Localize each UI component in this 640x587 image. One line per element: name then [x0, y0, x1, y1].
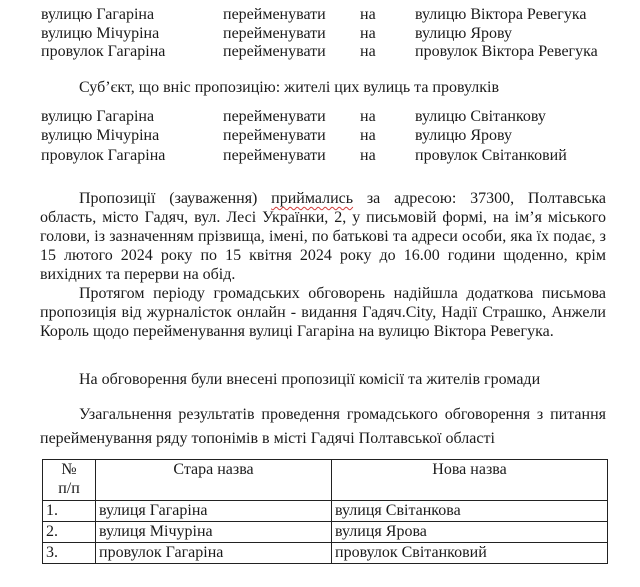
rename-action: перейменувати	[223, 25, 326, 42]
old-street-name: провулок Гагаріна	[41, 43, 166, 60]
rename-row	[0, 24, 640, 43]
rename-action: перейменувати	[223, 108, 326, 125]
address-text-start: Пропозиції (зауваження)	[79, 190, 272, 207]
new-street-name: вулицю Віктора Ревегука	[415, 6, 587, 23]
row-old-name: провулок Гагаріна	[96, 543, 332, 564]
preposition: на	[360, 43, 376, 60]
rename-action: перейменувати	[223, 127, 326, 144]
row-old-name: вулиця Мічуріна	[96, 522, 332, 543]
row-new-name: вулиця Ярова	[332, 522, 608, 543]
summary-table	[42, 459, 608, 564]
table-row	[43, 543, 608, 564]
new-street-name: вулицю Світанкову	[415, 108, 546, 125]
rename-row	[0, 107, 640, 126]
row-old-name: вулиця Гагаріна	[96, 501, 332, 522]
additional-proposal-paragraph: Протягом періоду громадських обговорень надійшла додаткова письмова пропозиція від журналісток онлайн - видання Гадяч.City, Надії Страшко, Анжели Король щодо перейменування вулиці Гагаріна на вулицю Віктора Ревегука.	[40, 285, 606, 340]
rename-row	[0, 42, 640, 61]
rename-action: перейменувати	[223, 147, 326, 164]
new-street-name: провулок Віктора Ревегука	[415, 43, 598, 60]
row-number: 3.	[43, 543, 96, 564]
old-street-name: провулок Гагаріна	[41, 147, 166, 164]
new-street-name: вулицю Ярову	[415, 25, 513, 42]
header-number-abbrev: п/п	[58, 480, 80, 497]
header-old-name: Стара назва	[96, 460, 332, 501]
old-street-name: вулицю Гагаріна	[41, 108, 155, 125]
preposition: на	[360, 127, 376, 144]
rename-action: перейменувати	[223, 43, 326, 60]
submitted-paragraph: На обговорення були внесені пропозиції комісії та жителів громади	[79, 371, 541, 388]
new-street-name: вулицю Ярову	[415, 127, 513, 144]
old-street-name: вулицю Гагаріна	[41, 6, 155, 23]
address-text-rest: за адресою: 37300, Полтавська область, місто Гадяч, вул. Лесі Українки, 2, у письмовій формі, на ім’я міського голови, із зазначенням прізвища, імені, по батькові та адреси особи, яка їх подає, з 15 лютого 2024 року по 15 квітня 2024 року до 16.00 години щоденно, крім вихідних та перерви на обід.	[40, 190, 606, 283]
summary-intro-paragraph: Узагальнення результатів проведення громадського обговорення з питання перейменування ряду топонімів в місті Гадячі Полтавської області	[40, 406, 606, 447]
old-street-name: вулицю Мічуріна	[41, 25, 160, 42]
spellcheck-flagged-word[interactable]: приймались	[271, 190, 354, 207]
table-row	[43, 501, 608, 522]
preposition: на	[360, 6, 376, 23]
preposition: на	[360, 108, 376, 125]
header-number-sign: №	[61, 461, 77, 478]
address-paragraph	[40, 189, 606, 284]
row-number: 1.	[43, 501, 96, 522]
new-street-name: провулок Світанковий	[415, 147, 567, 164]
table-row	[43, 522, 608, 543]
row-new-name: провулок Світанковий	[332, 543, 608, 564]
rename-row	[0, 5, 640, 24]
preposition: на	[360, 25, 376, 42]
table-header-row	[43, 460, 608, 501]
header-new-name: Нова назва	[332, 460, 608, 501]
old-street-name: вулицю Мічуріна	[41, 127, 160, 144]
row-number: 2.	[43, 522, 96, 543]
subject-line: Суб’єкт, що вніс пропозицію: жителі цих вулиць та провулків	[79, 79, 500, 96]
rename-row	[0, 126, 640, 145]
rename-row	[0, 146, 640, 165]
preposition: на	[360, 147, 376, 164]
row-new-name: вулиця Світанкова	[332, 501, 608, 522]
header-number	[43, 460, 96, 501]
rename-action: перейменувати	[223, 6, 326, 23]
